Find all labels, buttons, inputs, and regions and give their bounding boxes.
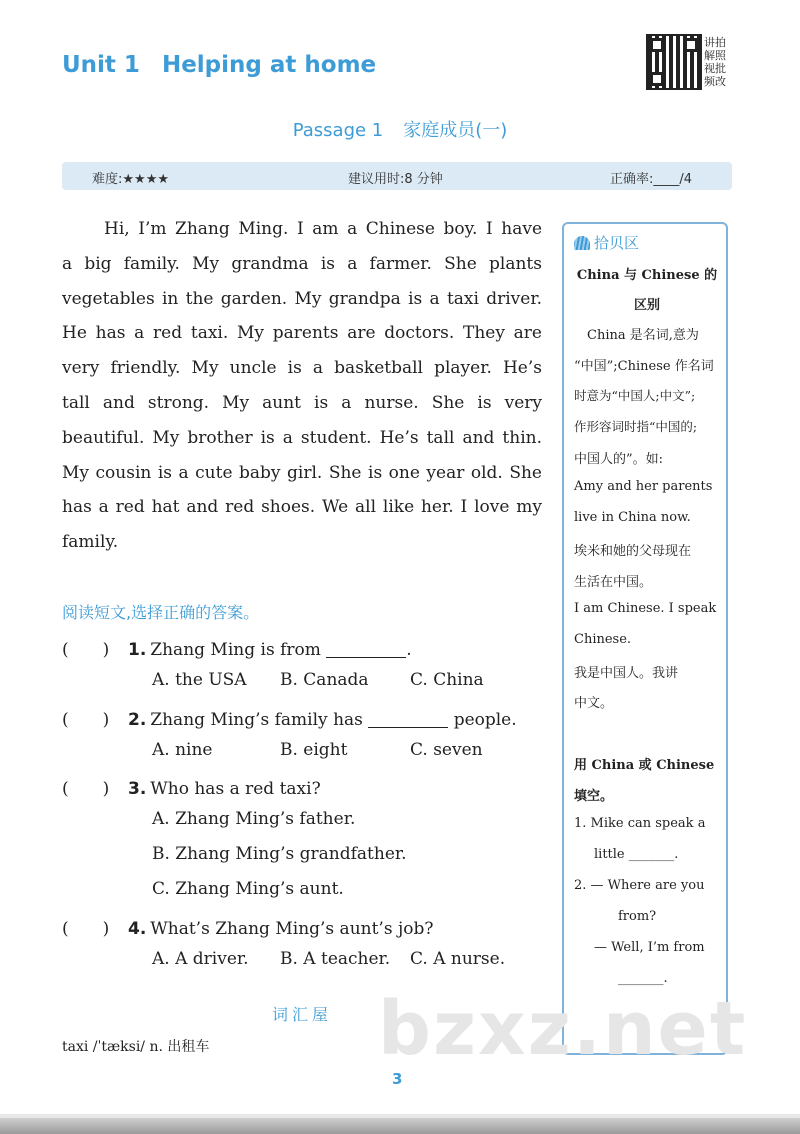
answer-paren[interactable]: ( ) (62, 919, 110, 939)
accuracy-field: 正确率:____/4 (610, 172, 693, 187)
vocab-title: 词汇屋 (272, 1005, 333, 1024)
reading-passage (62, 212, 542, 560)
question-1: ( ) 1. Zhang Ming is from . (62, 635, 412, 660)
question-4: ( ) 4. What’s Zhang Ming’s aunt’s job? (62, 914, 433, 939)
sidebar-line: 中文。 (574, 696, 614, 711)
answer-paren[interactable]: ( ) (62, 779, 110, 799)
passage-line: My cousin is a cute baby girl. She is one year old. She (62, 462, 542, 483)
passage-line: beautiful. My brother is a student. He’s tall and thin. (62, 427, 542, 448)
tip-sidebar (562, 222, 728, 1055)
sidebar-line: 我是中国人。我讲 (574, 666, 679, 681)
answer-paren[interactable]: ( ) (62, 710, 110, 730)
suggested-time: 建议用时:8 分钟 (348, 172, 443, 187)
sidebar-line: 区别 (633, 298, 660, 313)
passage-label: Passage 1 (292, 120, 384, 141)
sidebar-line: Chinese. (574, 632, 632, 647)
passage-line: a big family. My grandma is a farmer. She plants (62, 253, 542, 274)
shell-icon (574, 236, 590, 250)
sidebar-line: little _______. (594, 847, 679, 862)
passage-name: 家庭成员(一) (403, 120, 508, 141)
option: B. Zhang Ming’s grandfather. (152, 844, 407, 864)
qr-label: 讲拍解照视批频改 (704, 36, 726, 88)
question-3: ( ) 3. Who has a red taxi? (62, 774, 321, 799)
answer-paren[interactable]: ( ) (62, 640, 110, 660)
sidebar-line: 时意为“中国人;中文”; (574, 388, 696, 403)
sidebar-line: 中国人的”。如: (574, 452, 664, 467)
option: C. Zhang Ming’s aunt. (152, 879, 344, 899)
option: C. A nurse. (410, 949, 506, 969)
passage-line: He has a red taxi. My parents are doctors. They are (62, 323, 542, 344)
fill-blank[interactable] (326, 640, 406, 658)
unit-label: Unit 1 (62, 52, 140, 78)
unit-title (62, 52, 398, 78)
option: A. Zhang Ming’s father. (152, 809, 356, 829)
passage-line: vegetables in the garden. My grandpa is a taxi driver. (62, 288, 542, 309)
passage-title (0, 116, 800, 142)
sidebar-line: I am Chinese. I speak (574, 601, 717, 616)
sidebar-line: Amy and her parents (574, 479, 713, 494)
sidebar-line: China 是名词,意为 (574, 328, 699, 343)
sidebar-line: 生活在中国。 (574, 575, 653, 590)
passage-line: family. (62, 532, 119, 553)
page-edge-shadow (0, 1118, 800, 1134)
option: C. China (410, 670, 484, 690)
fill-blank[interactable] (368, 710, 448, 728)
option: B. eight (280, 740, 348, 760)
passage-line: tall and strong. My aunt is a nurse. She is very (62, 392, 542, 413)
difficulty-rating: 难度:★★★★ (92, 172, 169, 187)
info-bar (62, 162, 732, 190)
sidebar-line: 埃米和她的父母现在 (574, 544, 692, 559)
sidebar-line: live in China now. (574, 510, 691, 525)
sidebar-line: 2. — Where are you (574, 878, 705, 893)
sidebar-line: from? (618, 909, 657, 924)
watermark: bzxz.net (378, 986, 748, 1072)
page-number: 3 (392, 1070, 403, 1088)
option: A. A driver. (152, 949, 249, 969)
sidebar-line: 用 China 或 Chinese (574, 758, 715, 773)
sidebar-line: — Well, I’m from (594, 940, 705, 955)
option: C. seven (410, 740, 483, 760)
sidebar-line: “中国”;Chinese 作名词 (574, 359, 714, 374)
passage-line: Hi, I’m Zhang Ming. I am a Chinese boy. I have (104, 219, 542, 239)
sidebar-line: China 与 Chinese 的 (576, 268, 718, 283)
option: B. Canada (280, 670, 369, 690)
vocab-entry: taxi /ˈtæksi/ n. 出租车 (62, 1039, 210, 1055)
sidebar-line: 填空。 (574, 789, 614, 804)
unit-name: Helping at home (161, 52, 377, 78)
option: B. A teacher. (280, 949, 391, 969)
instruction-heading: 阅读短文,选择正确的答案。 (62, 603, 260, 622)
option: A. the USA (152, 670, 247, 690)
passage-line: has a red hat and red shoes. We all like her. I love my (62, 497, 542, 518)
sidebar-line: _______. (618, 971, 668, 986)
qr-code-icon[interactable] (646, 34, 702, 90)
passage-line: very friendly. My uncle is a basketball player. He’s (62, 358, 542, 379)
option: A. nine (152, 740, 213, 760)
sidebar-heading: 拾贝区 (574, 232, 639, 253)
sidebar-line: 1. Mike can speak a (574, 816, 706, 831)
sidebar-line: 作形容词时指“中国的; (574, 419, 698, 434)
question-2: ( ) 2. Zhang Ming’s family has people. (62, 705, 517, 730)
